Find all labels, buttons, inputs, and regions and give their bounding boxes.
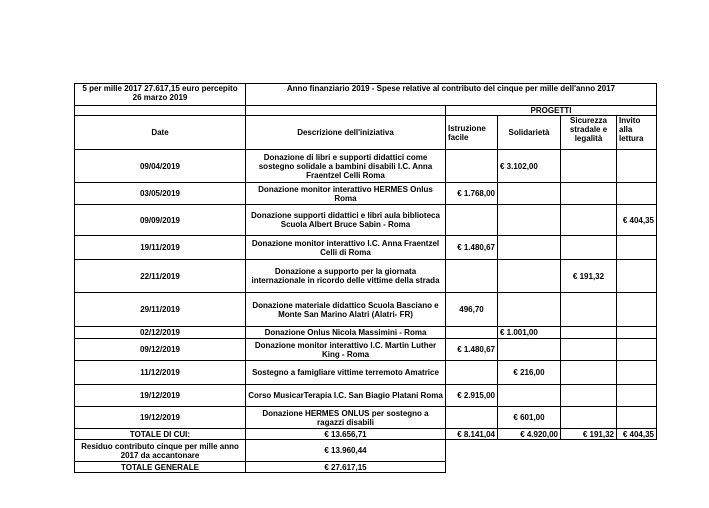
table-row (75, 205, 657, 236)
row-desc: Donazione monitor interattivo I.C. Martin Luther King - Roma (246, 339, 446, 361)
row-desc: Donazione di libri e supporti didattici come sostegno solidale a bambini disabili I.C. Anna Fraentzel Celli Roma (246, 150, 446, 183)
col-header-sicurezza: Sicurezza stradale e legalità (561, 116, 617, 150)
table-row (75, 385, 657, 407)
row-desc: Donazione Onlus Nicola Massimini - Roma (246, 327, 446, 339)
row-istruzione (446, 327, 498, 339)
expense-table (74, 83, 657, 473)
row-date: 11/12/2019 (75, 361, 246, 385)
row-desc: Donazione monitor interattivo I.C. Anna Fraentzel Celli di Roma (246, 236, 446, 260)
table-row (75, 236, 657, 260)
row-date: 22/11/2019 (75, 260, 246, 293)
residuo-spacer (446, 440, 657, 462)
row-istruzione (446, 205, 498, 236)
row-solidarieta: € 3.102,00 (498, 150, 561, 183)
row-sicurezza (561, 361, 617, 385)
row-date: 02/12/2019 (75, 327, 246, 339)
generale-label: TOTALE GENERALE (75, 462, 246, 473)
table-row (75, 407, 657, 429)
row-date: 29/11/2019 (75, 293, 246, 327)
row-invito (617, 407, 657, 429)
table-row (75, 293, 657, 327)
row-invito (617, 183, 657, 205)
table-row (75, 361, 657, 385)
row-istruzione: € 1.480,67 (446, 236, 498, 260)
residuo-row (75, 440, 657, 462)
row-istruzione: € 1.480,67 (446, 339, 498, 361)
expense-report (74, 83, 657, 473)
progetti-spacer (75, 106, 246, 116)
progetti-row (75, 106, 657, 116)
table-row (75, 183, 657, 205)
row-solidarieta (498, 293, 561, 327)
generale-spacer (446, 462, 657, 473)
generale-amount: € 27.617,15 (246, 462, 446, 473)
progetti-spacer (246, 106, 446, 116)
row-solidarieta (498, 205, 561, 236)
totals-invito: € 404,35 (617, 429, 657, 440)
row-date: 19/11/2019 (75, 236, 246, 260)
row-date: 09/12/2019 (75, 339, 246, 361)
header-row (75, 84, 657, 106)
row-solidarieta (498, 339, 561, 361)
col-header-date: Date (75, 116, 246, 150)
col-header-invito: Invito alla lettura (617, 116, 657, 150)
header-left: 5 per mille 2017 27.617,15 euro percepito 26 marzo 2019 (75, 84, 246, 106)
row-istruzione (446, 361, 498, 385)
row-sicurezza (561, 407, 617, 429)
row-istruzione (446, 150, 498, 183)
row-istruzione (446, 407, 498, 429)
row-desc: Donazione monitor interattivo HERMES Onlus Roma (246, 183, 446, 205)
residuo-label: Residuo contributo cinque per mille anno 2017 da accantonare (75, 440, 246, 462)
row-solidarieta: € 601,00 (498, 407, 561, 429)
totals-amount: € 13.656,71 (246, 429, 446, 440)
row-desc: Sostegno a famigliare vittime terremoto Amatrice (246, 361, 446, 385)
row-sicurezza: € 191,32 (561, 260, 617, 293)
column-header-row (75, 116, 657, 150)
table-row (75, 260, 657, 293)
row-istruzione: € 1.768,00 (446, 183, 498, 205)
totals-solidarieta: € 4.920,00 (498, 429, 561, 440)
row-invito (617, 339, 657, 361)
row-desc: Corso MusicarTerapia I.C. San Biagio Platani Roma (246, 385, 446, 407)
row-invito (617, 236, 657, 260)
row-invito (617, 260, 657, 293)
table-row (75, 150, 657, 183)
row-date: 19/12/2019 (75, 407, 246, 429)
row-invito: € 404,35 (617, 205, 657, 236)
row-date: 03/05/2019 (75, 183, 246, 205)
row-istruzione: € 2.915,00 (446, 385, 498, 407)
row-desc: Donazione supporti didattici e libri aula biblioteca Scuola Albert Bruce Sabin - Roma (246, 205, 446, 236)
row-sicurezza (561, 183, 617, 205)
row-sicurezza (561, 150, 617, 183)
row-solidarieta (498, 260, 561, 293)
col-header-solidarieta: Solidarietà (498, 116, 561, 150)
totals-label: TOTALE DI CUI: (75, 429, 246, 440)
row-desc: Donazione a supporto per la giornata internazionale in ricordo delle vittime della strada (246, 260, 446, 293)
totals-istruzione: € 8.141,04 (446, 429, 498, 440)
row-desc: Donazione materiale didattico Scuola Basciano e Monte San Marino Alatri (Alatri- FR) (246, 293, 446, 327)
row-solidarieta (498, 385, 561, 407)
row-invito (617, 385, 657, 407)
row-sicurezza (561, 205, 617, 236)
row-solidarieta (498, 183, 561, 205)
residuo-amount: € 13.960,44 (246, 440, 446, 462)
row-invito (617, 327, 657, 339)
table-row (75, 339, 657, 361)
row-solidarieta (498, 236, 561, 260)
col-header-istruzione: Istruzione facile (446, 116, 498, 150)
row-invito (617, 293, 657, 327)
row-date: 19/12/2019 (75, 385, 246, 407)
header-right: Anno finanziario 2019 - Spese relative al contributo del cinque per mille dell'anno 2017 (246, 84, 657, 106)
row-istruzione (446, 260, 498, 293)
row-sicurezza (561, 293, 617, 327)
row-date: 09/09/2019 (75, 205, 246, 236)
row-date: 09/04/2019 (75, 150, 246, 183)
row-sicurezza (561, 327, 617, 339)
row-sicurezza (561, 385, 617, 407)
row-sicurezza (561, 236, 617, 260)
row-sicurezza (561, 339, 617, 361)
progetti-label: PROGETTI (446, 106, 657, 116)
col-header-desc: Descrizione dell'iniziativa (246, 116, 446, 150)
totals-row (75, 429, 657, 440)
row-istruzione: 496,70 (446, 293, 498, 327)
row-solidarieta: € 1.001,00 (498, 327, 561, 339)
row-invito (617, 361, 657, 385)
row-solidarieta: € 216,00 (498, 361, 561, 385)
table-row (75, 327, 657, 339)
generale-row (75, 462, 657, 473)
totals-sicurezza: € 191,32 (561, 429, 617, 440)
row-desc: Donazione HERMES ONLUS per sostegno a ragazzi disabili (246, 407, 446, 429)
row-invito (617, 150, 657, 183)
